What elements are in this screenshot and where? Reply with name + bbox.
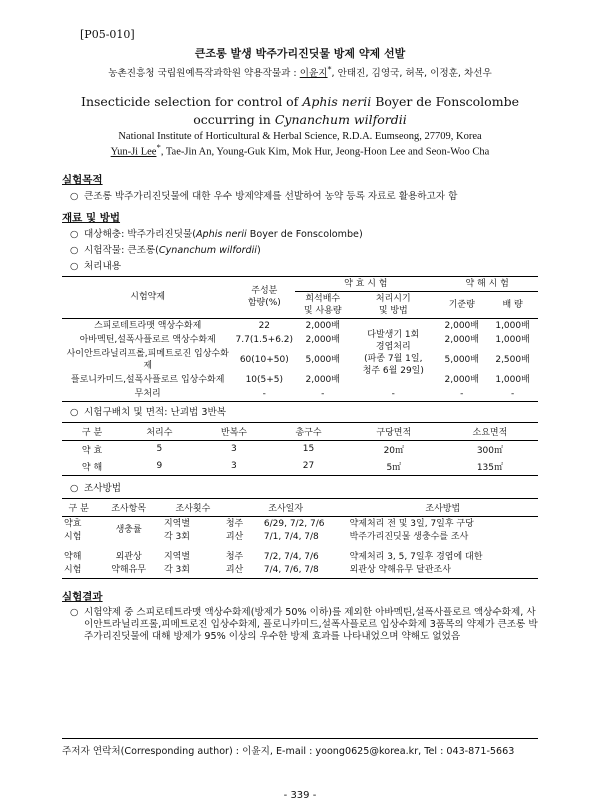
header-standard-dose: 기준량 <box>448 299 475 310</box>
english-other-authors: , Tae-Jin An, Young-Guk Kim, Mok Hur, Jeong-Hoon Lee and Seon-Woo Cha <box>160 146 490 158</box>
std-cell: - <box>436 387 487 402</box>
bullet-mark: ○ <box>70 606 79 618</box>
bullet-mark: ○ <box>70 406 79 418</box>
table-cell: 20㎡ <box>383 445 405 456</box>
date-cell: 7/2, 7/4, 7/6 7/4, 7/6, 7/8 <box>262 545 348 579</box>
corresponding-author: 주저자 연락처(Corresponding author) : 이윤지, E-mail : yoong0625@korea.kr, Tel : 043-871-5663 <box>62 738 538 757</box>
count-cell: 지역별 각 3회 <box>163 518 191 542</box>
table-cell: 3 <box>197 458 272 476</box>
header-cell: 반복수 <box>197 422 272 440</box>
date-cell: 6/29, 7/2, 7/6 7/1, 7/4, 7/8 <box>263 518 325 542</box>
treatment-label: 처리내용 <box>84 260 122 272</box>
header-phyto-test: 약 해 시 험 <box>436 276 538 291</box>
header-cell: 구 분 <box>62 498 95 516</box>
english-first-author: Yun-Ji Lee <box>110 146 157 158</box>
layout-bullet <box>70 406 538 420</box>
purpose-text: 큰조롱 박주가리진딧물에 대한 우수 방제약제를 선발하여 농약 등록 자료로 활용하고자 함 <box>84 190 458 202</box>
table-cell: 15 <box>302 444 315 455</box>
dilution-cell: 2,000배 <box>305 320 340 331</box>
header-dilution: 희석배수 및 사용량 <box>303 293 342 316</box>
timing-cell: 다발생기 1회 경엽처리 (파종 7월 1일, 청주 6월 29일) <box>362 329 424 376</box>
treatment-bullet <box>70 260 538 274</box>
dilution-cell: 5,000배 <box>305 354 340 365</box>
header-cell: 처리수 <box>122 422 197 440</box>
survey-table <box>62 498 538 579</box>
english-institution: National Institute of Horticultural & Herbal Science, R.D.A. Eumseong, 27709, Korea <box>118 131 482 143</box>
table-cell: 약 해 <box>62 458 122 476</box>
item-cell: 생충률 <box>115 525 142 536</box>
target-rest: Boyer de Fonscolombe) <box>246 228 363 240</box>
english-title-species: Aphis nerii <box>302 94 372 110</box>
english-title-host: Cynanchum wilfordii <box>274 112 407 128</box>
survey-label: 조사방법 <box>84 482 122 494</box>
page-number: - 339 - <box>283 790 317 801</box>
section-purpose-heading: 실험목적 <box>62 173 103 186</box>
results-text: 시험약제 중 스피로테트라맷 액상수화제(방제가 50% 이하)를 제외한 아바멕틴,설폭사플로르 액상수화제, 사이안트라닐리프롤,피메트로진 입상수화제, 플로니카미드,설폭사플로르 입상수화제 3품목의 약제가 큰조롱 박주가리진딧물에 대해 방제가 95% 이상의 우수한 방제 효과를 나타내었으며 약해도 없었음 <box>84 606 538 642</box>
std-cell: 5,000배 <box>444 354 479 365</box>
header-cell: 조사횟수 <box>162 498 224 516</box>
table-row <box>62 347 538 373</box>
location-cell: 청주 괴산 <box>224 545 262 579</box>
category-cell: 약효 시험 <box>64 518 82 542</box>
table-cell: 약 효 <box>81 445 103 456</box>
method-cell: 약제처리 3, 5, 7일후 경엽에 대한 외관상 약해유무 달관조사 <box>348 545 538 579</box>
korean-title: 큰조롱 발생 박주가리진딧물 방제 약제 선발 <box>194 47 406 60</box>
agent-cell: 아바멕틴,설폭사플로르 액상수화제 <box>79 334 216 345</box>
agent-cell: 스피로테트라맷 액상수화제 <box>94 320 202 331</box>
english-title-part: Insecticide selection for control of <box>81 94 299 110</box>
count-cell: 지역별 각 3회 <box>162 545 224 579</box>
header-cell: 총구수 <box>271 422 346 440</box>
results-bullet <box>70 607 538 643</box>
dilution-cell: 2,000배 <box>305 334 340 345</box>
table-row <box>62 318 538 333</box>
bullet-mark: ○ <box>70 228 79 240</box>
table-row <box>62 333 538 347</box>
treatment-table <box>62 276 538 402</box>
double-cell: - <box>487 387 538 402</box>
ingredient-cell: 22 <box>258 320 271 331</box>
plot-layout-table <box>62 422 538 476</box>
header-agent: 시험약제 <box>62 276 233 318</box>
layout-label: 시험구배치 및 면적: 난괴법 3반복 <box>84 406 227 418</box>
korean-authors <box>62 65 538 79</box>
table-cell: 3 <box>231 444 237 455</box>
table-row <box>62 373 538 387</box>
survey-bullet <box>70 482 538 496</box>
category-cell: 약해 시험 <box>62 545 95 579</box>
english-authors <box>62 142 538 158</box>
english-title-part: Boyer de Fonscolombe <box>375 94 519 110</box>
header-effect-test: 약 효 시 험 <box>295 276 436 291</box>
ingredient-cell: 10(5+5) <box>245 374 284 385</box>
purpose-bullet <box>70 190 538 204</box>
ingredient-cell: 7.7(1.5+6.2) <box>235 334 294 345</box>
agent-cell: 무처리 <box>62 387 233 402</box>
double-cell: 1,000배 <box>495 320 530 331</box>
table-cell: 5 <box>156 444 163 455</box>
ingredient-cell: 60(10+50) <box>239 354 289 365</box>
table-row <box>62 545 538 579</box>
header-double-dose: 배 량 <box>502 299 523 310</box>
header-cell: 조사방법 <box>348 498 538 516</box>
timing-cell: - <box>350 387 436 402</box>
header-cell: 소요면적 <box>442 422 538 440</box>
table-row <box>62 516 538 545</box>
target-species: Aphis nerii <box>195 228 247 240</box>
crop-label: 시험작물: 큰조롱( <box>84 244 159 256</box>
method-cell: 약제처리 전 및 3일, 7일후 구당 박주가리진딧물 생충수를 조사 <box>349 518 474 542</box>
bullet-mark: ○ <box>70 190 79 202</box>
korean-affiliation: 농촌진흥청 국립원예특작과학원 약용작물과 : <box>108 68 297 80</box>
header-ingredient: 주성분 함량(%) <box>233 276 295 318</box>
table-row <box>62 440 538 458</box>
agent-cell: 플로니카미드,설폭사플로르 입상수화제 <box>70 374 225 385</box>
section-results-heading: 실험결과 <box>62 590 103 603</box>
table-cell: 27 <box>271 458 346 476</box>
bullet-mark: ○ <box>70 260 79 272</box>
header-cell: 조사일자 <box>224 498 348 516</box>
target-label: 대상해충: 박주가리진딧물( <box>84 228 196 240</box>
std-cell: 2,000배 <box>444 374 479 385</box>
table-row <box>62 458 538 476</box>
header-cell: 구 분 <box>62 422 122 440</box>
dilution-cell: 2,000배 <box>305 374 340 385</box>
std-cell: 2,000배 <box>444 320 479 331</box>
double-cell: 2,500배 <box>495 354 530 365</box>
crop-species: Cynanchum wilfordii <box>158 244 257 256</box>
dilution-cell: - <box>295 387 350 402</box>
header-cell: 구당면적 <box>346 422 442 440</box>
double-cell: 1,000배 <box>495 334 530 345</box>
abstract-code: [P05-010] <box>80 28 135 41</box>
crop-rest: ) <box>256 244 261 256</box>
korean-other-authors: , 안태진, 김영국, 허목, 이정훈, 차선우 <box>331 68 492 80</box>
paper-abstract <box>62 28 538 643</box>
section-methods-heading: 재료 및 방법 <box>62 211 121 224</box>
header-cell: 조사항목 <box>95 498 162 516</box>
table-cell: 9 <box>122 458 197 476</box>
korean-first-author: 이윤지 <box>299 68 328 80</box>
item-cell: 외관상 약해유무 <box>95 545 162 579</box>
agent-cell: 사이안트라닐리프롤,피메트로진 입상수화제 <box>66 348 229 371</box>
english-author-star: * <box>156 142 161 153</box>
english-title <box>62 93 538 129</box>
table-cell: 300㎡ <box>476 445 504 456</box>
test-crop-bullet <box>70 244 538 258</box>
ingredient-cell: - <box>233 387 295 402</box>
bullet-mark: ○ <box>70 244 79 256</box>
target-pest-bullet <box>70 228 538 242</box>
table-cell: 5㎡ <box>346 458 442 476</box>
table-cell: 135㎡ <box>442 458 538 476</box>
english-title-part: occurring in <box>193 112 271 128</box>
table-row <box>62 387 538 402</box>
korean-author-star: * <box>327 65 332 74</box>
double-cell: 1,000배 <box>495 374 530 385</box>
header-timing: 처리시기 및 방법 <box>375 293 411 316</box>
std-cell: 2,000배 <box>444 334 479 345</box>
location-cell: 청주 괴산 <box>225 518 244 542</box>
bullet-mark: ○ <box>70 482 79 494</box>
